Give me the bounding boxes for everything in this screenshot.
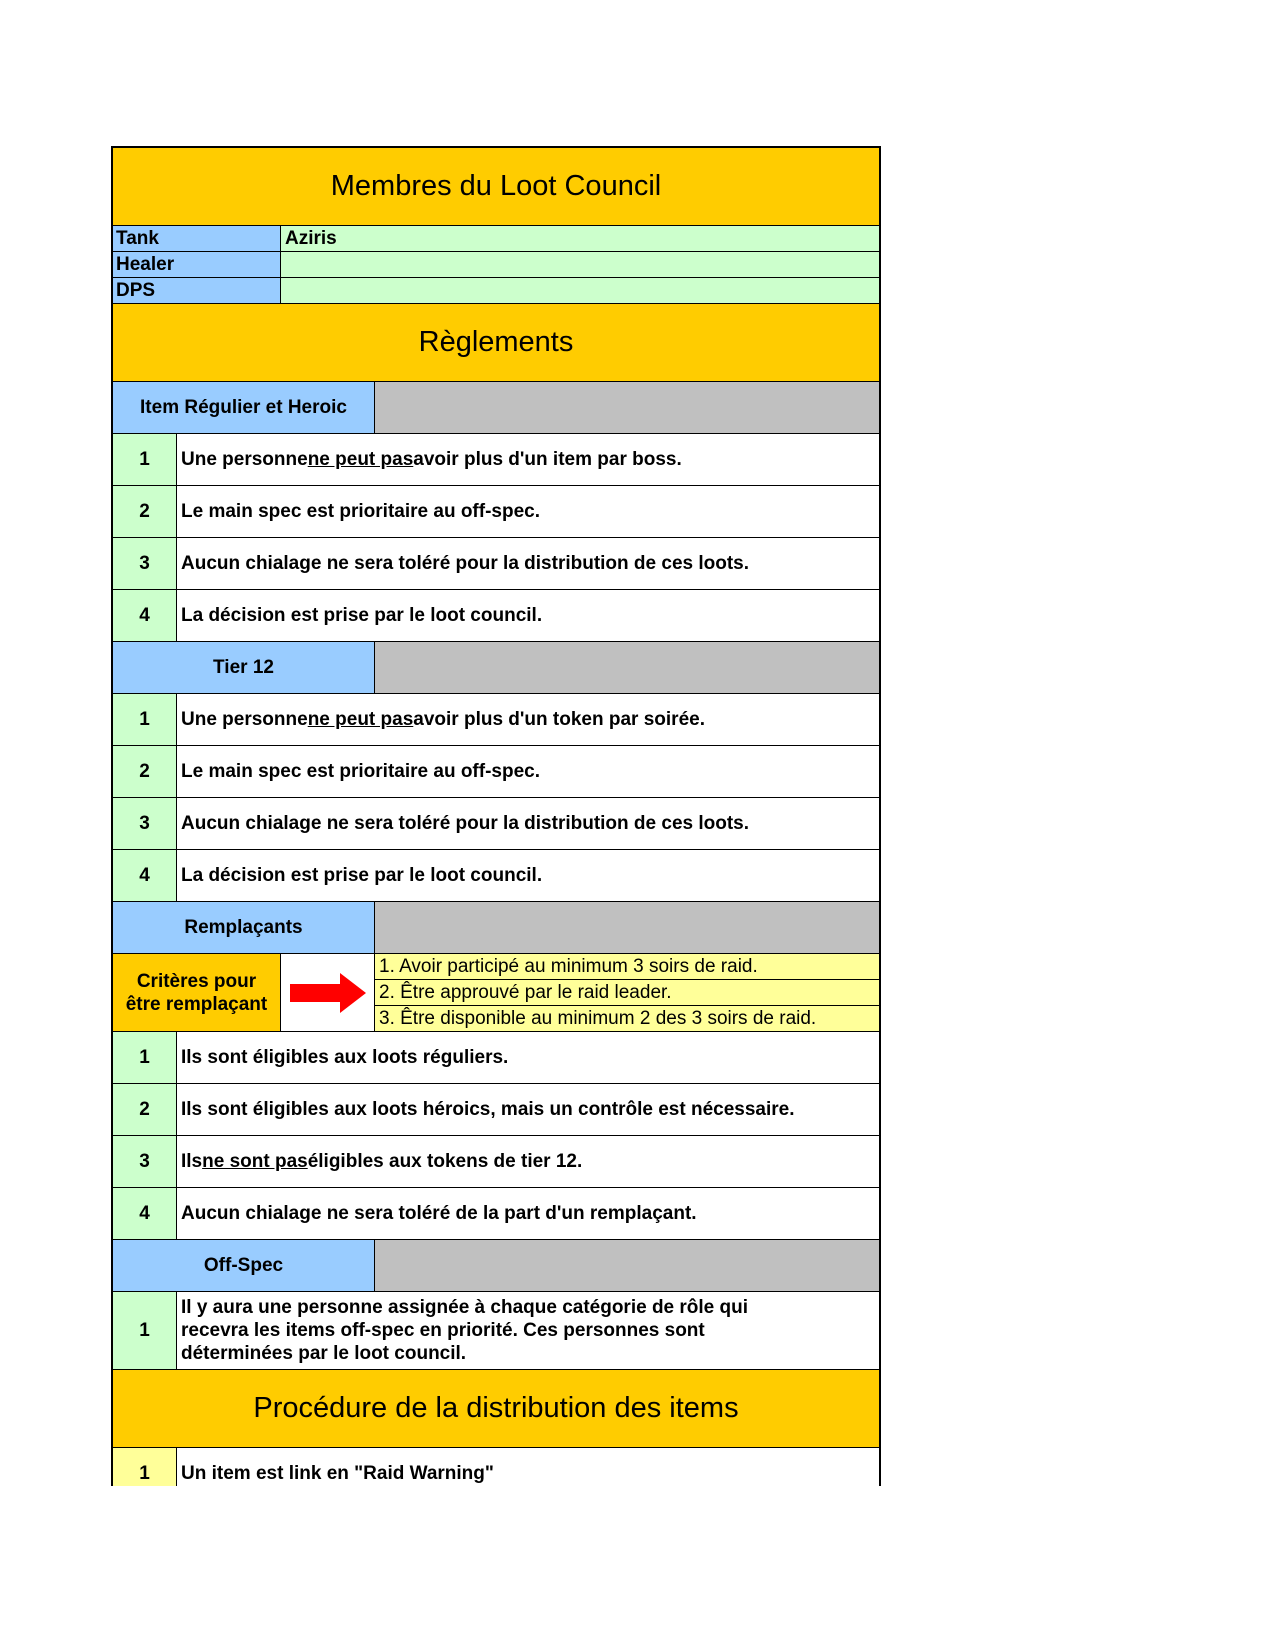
criteria-label [113,954,281,1031]
rule-row [113,538,879,590]
rule-number: 4 [113,1188,177,1239]
section-label: Remplaçants [113,902,375,953]
rule-number: 1 [113,434,177,485]
rule-number: 1 [113,1032,177,1083]
rule-number: 1 [113,1292,177,1369]
rule-row [113,486,879,538]
rule-number: 3 [113,1136,177,1187]
rule-row [113,1292,879,1370]
rule-text-line: déterminées par le loot council. [181,1343,467,1364]
rules-banner [113,304,879,382]
rule-number: 3 [113,798,177,849]
rule-number: 1 [113,694,177,745]
rule-number: 4 [113,850,177,901]
rule-row [113,434,879,486]
council-member-name: Aziris [281,226,879,251]
rule-text: Le main spec est prioritaire au off-spec. [177,486,879,537]
rule-text-line: Il y aura une personne assignée à chaque catégorie de rôle qui [181,1297,749,1318]
rule-row [113,694,879,746]
rule-row [113,746,879,798]
rule-text-pre: Une personne [181,708,308,730]
rule-row [113,1084,879,1136]
rule-text: Ils sont éligibles aux loots réguliers. [177,1032,879,1083]
rule-row [113,590,879,642]
council-row-dps [113,278,879,304]
rule-row [113,1032,879,1084]
council-title: Membres du Loot Council [330,170,662,202]
criteria-row [113,954,879,1032]
section-fill [375,902,879,953]
rule-text-line: recevra les items off-spec en priorité. Ces personnes sont [181,1320,705,1341]
rule-text: La décision est prise par le loot council. [177,590,879,641]
procedure-step-row [113,1448,879,1486]
criteria-item: 2. Être approuvé par le raid leader. [375,980,879,1006]
council-member-name [281,278,879,303]
section-header-tier [113,642,879,694]
rule-text [177,1292,879,1369]
criteria-item: 3. Être disponible au minimum 2 des 3 soirs de raid. [375,1006,879,1031]
section-fill [375,1240,879,1291]
rule-text-post: avoir plus d'un token par soirée. [413,708,705,730]
rule-text [177,434,879,485]
procedure-title: Procédure de la distribution des items [253,1392,739,1424]
rules-title: Règlements [418,326,574,358]
rule-number: 2 [113,486,177,537]
section-header-offspec [113,1240,879,1292]
council-role: Tank [113,226,281,251]
rule-number: 2 [113,746,177,797]
rule-text: La décision est prise par le loot council. [177,850,879,901]
council-row-healer [113,252,879,278]
rule-row [113,850,879,902]
step-number: 1 [113,1448,177,1486]
rule-text-emphasis: ne peut pas [307,708,414,730]
council-role: Healer [113,252,281,277]
rule-text-emphasis: ne peut pas [307,448,414,470]
criteria-list [375,954,879,1031]
rule-text-emphasis: ne sont pas [202,1150,308,1172]
council-role: DPS [113,278,281,303]
rule-number: 2 [113,1084,177,1135]
rule-number: 4 [113,590,177,641]
rule-text [177,1136,879,1187]
rule-row [113,1136,879,1188]
council-row-tank [113,226,879,252]
step-text: Un item est link en "Raid Warning" [177,1448,879,1486]
section-fill [375,642,879,693]
rule-text-pre: Ils [181,1150,203,1172]
rule-number: 3 [113,538,177,589]
rule-row [113,798,879,850]
arrow-right-icon [281,954,375,1031]
rule-text-post: éligibles aux tokens de tier 12. [307,1150,583,1172]
criteria-item: 1. Avoir participé au minimum 3 soirs de raid. [375,954,879,980]
procedure-banner [113,1370,879,1448]
rule-text-post: avoir plus d'un item par boss. [413,448,682,470]
rule-text: Aucun chialage ne sera toléré de la part d'un remplaçant. [177,1188,879,1239]
rule-row [113,1188,879,1240]
rule-text: Aucun chialage ne sera toléré pour la distribution de ces loots. [177,538,879,589]
rule-text: Le main spec est prioritaire au off-spec. [177,746,879,797]
council-member-name [281,252,879,277]
rule-text-pre: Une personne [181,448,308,470]
section-header-replacements [113,902,879,954]
loot-rules-sheet [111,146,881,1486]
section-header-regular [113,382,879,434]
criteria-label-line1: Critères pour [136,970,257,992]
section-label: Tier 12 [113,642,375,693]
section-fill [375,382,879,433]
rule-text: Ils sont éligibles aux loots héroics, mais un contrôle est nécessaire. [177,1084,879,1135]
criteria-label-line2: être remplaçant [125,993,268,1015]
council-banner [113,148,879,226]
rule-text: Aucun chialage ne sera toléré pour la distribution de ces loots. [177,798,879,849]
section-label: Item Régulier et Heroic [113,382,375,433]
rule-text [177,694,879,745]
section-label: Off-Spec [113,1240,375,1291]
